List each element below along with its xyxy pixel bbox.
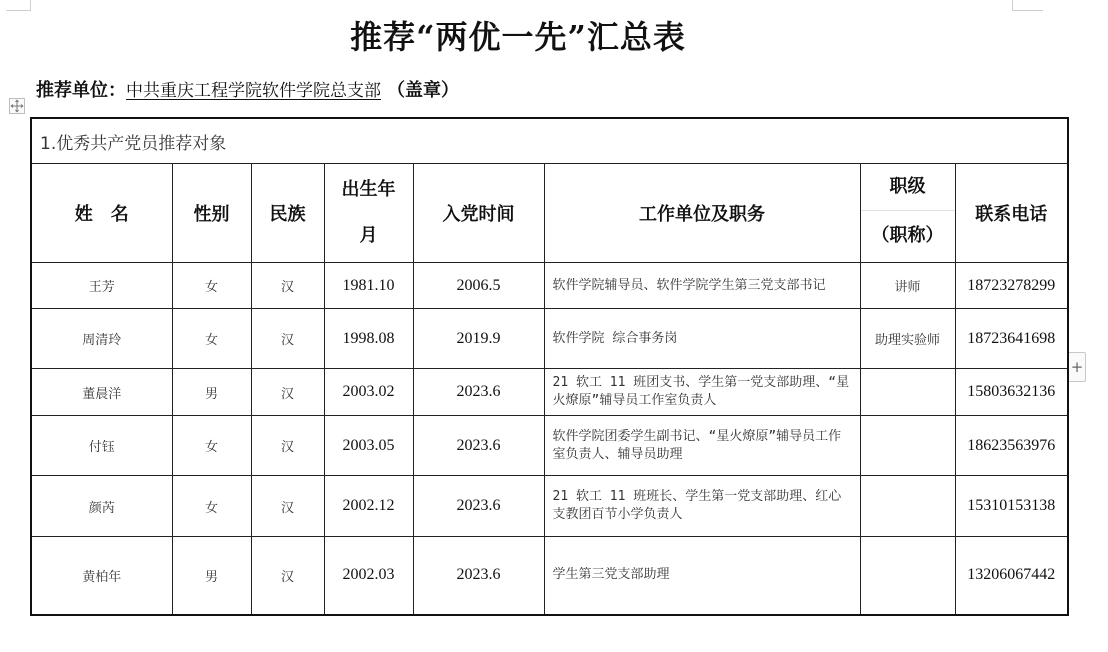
cell-birth: 2002.12 xyxy=(324,476,413,537)
cell-join-date: 2023.6 xyxy=(413,416,544,476)
table-row xyxy=(31,309,1068,369)
cell-ethnicity: 汉 xyxy=(251,309,324,369)
table-row xyxy=(31,369,1068,416)
cell-gender: 男 xyxy=(172,369,251,416)
cell-phone: 18723278299 xyxy=(955,263,1068,309)
cell-work: 21 软工 11 班班长、学生第一党支部助理、红心支教团百节小学负责人 xyxy=(544,476,860,537)
cell-phone: 15310153138 xyxy=(955,476,1068,537)
cell-gender: 男 xyxy=(172,537,251,615)
header-join-date: 入党时间 xyxy=(413,164,544,263)
cell-name: 付钰 xyxy=(31,416,172,476)
header-birth xyxy=(324,164,413,263)
cell-name: 周清玲 xyxy=(31,309,172,369)
cell-name: 颜芮 xyxy=(31,476,172,537)
document-title: 推荐“两优一先”汇总表 xyxy=(350,18,686,56)
table-move-handle-icon[interactable] xyxy=(9,98,25,114)
cell-work: 学生第三党支部助理 xyxy=(544,537,860,615)
table-row xyxy=(31,476,1068,537)
cell-phone: 18623563976 xyxy=(955,416,1068,476)
cell-rank xyxy=(860,537,955,615)
cell-birth: 2002.03 xyxy=(324,537,413,615)
recommendation-summary-table xyxy=(30,117,1069,616)
table-row xyxy=(31,416,1068,476)
section-heading: 1.优秀共产党员推荐对象 xyxy=(31,118,1068,164)
table-row xyxy=(31,263,1068,309)
cell-join-date: 2019.9 xyxy=(413,309,544,369)
cell-birth: 2003.05 xyxy=(324,416,413,476)
recommending-unit-line xyxy=(36,76,459,102)
cell-work: 21 软工 11 班团支书、学生第一党支部助理、“星火燎原”辅导员工作室负责人 xyxy=(544,369,860,416)
table-header-row xyxy=(31,164,1068,263)
cell-rank xyxy=(860,476,955,537)
cell-ethnicity: 汉 xyxy=(251,416,324,476)
header-rank xyxy=(860,164,955,263)
page-corner-mark-left xyxy=(6,0,31,11)
table-row xyxy=(31,537,1068,615)
cell-ethnicity: 汉 xyxy=(251,263,324,309)
cell-join-date: 2023.6 xyxy=(413,369,544,416)
unit-value: 中共重庆工程学院软件学院总支部 xyxy=(126,81,381,101)
cell-phone: 13206067442 xyxy=(955,537,1068,615)
cell-gender: 女 xyxy=(172,263,251,309)
header-rank-line1: 职级 xyxy=(861,164,955,211)
header-gender: 性别 xyxy=(172,164,251,263)
cell-join-date: 2023.6 xyxy=(413,476,544,537)
cell-join-date: 2006.5 xyxy=(413,263,544,309)
unit-label: 推荐单位： xyxy=(36,80,126,101)
stamp-note: （盖章） xyxy=(387,80,459,101)
cell-rank xyxy=(860,369,955,416)
page-corner-mark-right xyxy=(1012,0,1043,11)
cell-work: 软件学院辅导员、软件学院学生第三党支部书记 xyxy=(544,263,860,309)
cell-gender: 女 xyxy=(172,309,251,369)
cell-birth: 1981.10 xyxy=(324,263,413,309)
header-name: 姓 名 xyxy=(31,164,172,263)
cell-rank xyxy=(860,416,955,476)
cell-ethnicity: 汉 xyxy=(251,369,324,416)
cell-name: 黄柏年 xyxy=(31,537,172,615)
cell-rank: 讲师 xyxy=(860,263,955,309)
cell-name: 董晨洋 xyxy=(31,369,172,416)
cell-rank: 助理实验师 xyxy=(860,309,955,369)
cell-phone: 15803632136 xyxy=(955,369,1068,416)
cell-ethnicity: 汉 xyxy=(251,476,324,537)
header-ethnicity: 民族 xyxy=(251,164,324,263)
header-phone: 联系电话 xyxy=(955,164,1068,263)
cell-work: 软件学院团委学生副书记、“星火燎原”辅导员工作室负责人、辅导员助理 xyxy=(544,416,860,476)
cell-birth: 1998.08 xyxy=(324,309,413,369)
cell-join-date: 2023.6 xyxy=(413,537,544,615)
header-birth-line1: 出生年 xyxy=(341,179,396,200)
cell-name: 王芳 xyxy=(31,263,172,309)
cell-work: 软件学院 综合事务岗 xyxy=(544,309,860,369)
header-rank-line2: （职称） xyxy=(871,225,944,246)
cell-birth: 2003.02 xyxy=(324,369,413,416)
header-birth-line2: 月 xyxy=(359,225,378,246)
cell-gender: 女 xyxy=(172,416,251,476)
cell-gender: 女 xyxy=(172,476,251,537)
cell-phone: 18723641698 xyxy=(955,309,1068,369)
add-row-plus-icon[interactable]: + xyxy=(1068,352,1086,382)
header-work: 工作单位及职务 xyxy=(544,164,860,263)
cell-ethnicity: 汉 xyxy=(251,537,324,615)
